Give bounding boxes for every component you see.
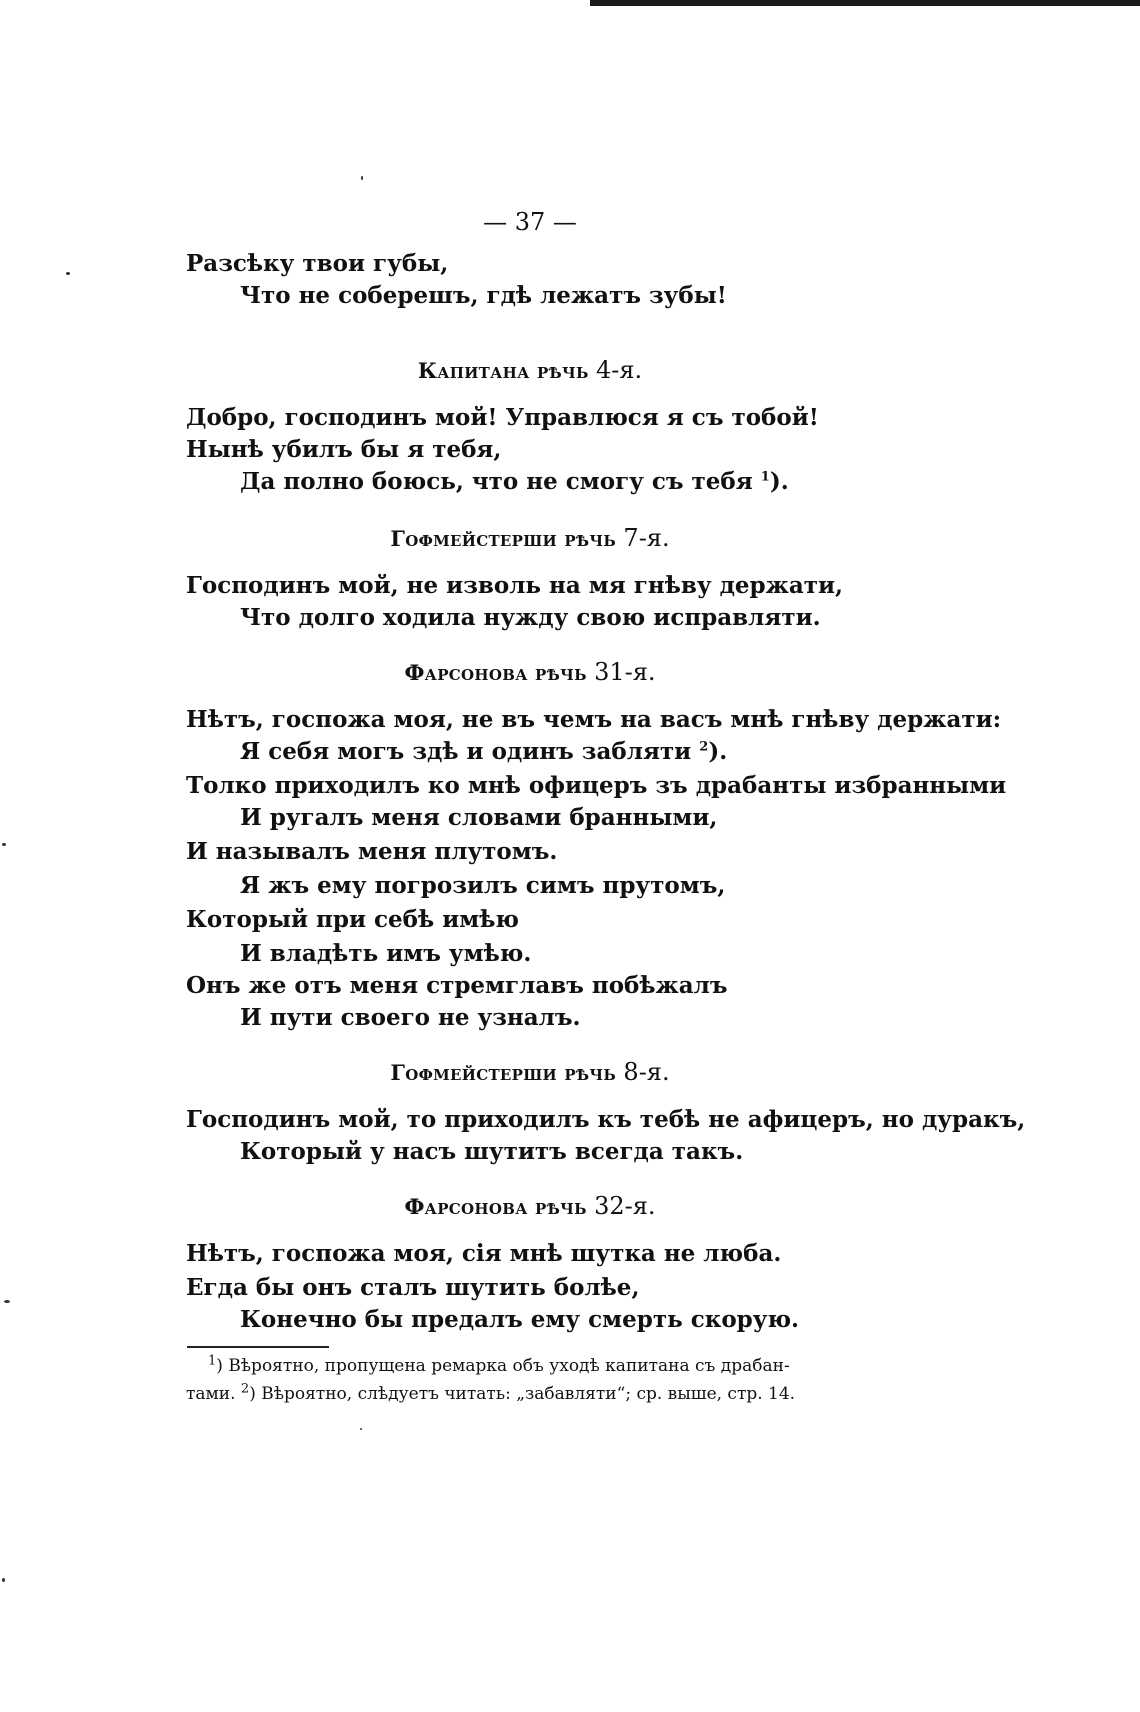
- verse-line: [240, 738, 727, 765]
- speech-word: рѣчь: [536, 358, 589, 383]
- line-tail: ).: [708, 738, 728, 765]
- speech-number: 32-я.: [594, 1192, 656, 1220]
- verse-line: Нѣтъ, госпожа моя, сія мнѣ шутка не люба.: [186, 1240, 782, 1267]
- speaker-name: Фарсонова: [404, 1194, 528, 1219]
- speech-heading: [0, 356, 1060, 384]
- scan-speck: [66, 272, 70, 275]
- verse-line: Что не соберешъ, гдѣ лежатъ зубы!: [240, 282, 727, 309]
- speech-word: рѣчь: [535, 660, 587, 685]
- footnote-text: ) Вѣроятно, пропущена ремарка объ уходѣ капитана съ драбан-: [216, 1356, 790, 1376]
- speech-heading: [0, 524, 1060, 552]
- speech-word: рѣчь: [535, 1194, 587, 1219]
- verse-line: Который при себѣ имѣю: [186, 906, 519, 933]
- verse-line: Господинъ мой, то приходилъ къ тебѣ не афицеръ, но дуракъ,: [186, 1106, 1026, 1133]
- speech-number: 7-я.: [623, 524, 670, 552]
- verse-line: Что долго ходила нужду свою исправляти.: [240, 604, 821, 631]
- footnote-marker: 1: [208, 1353, 217, 1369]
- footnote-text: ) Вѣроятно, слѣдуетъ читать: „забавляти“; ср. выше, стр. 14.: [249, 1384, 796, 1404]
- footnote: [208, 1353, 790, 1376]
- speech-heading: [0, 1192, 1060, 1220]
- verse-line: Онъ же отъ меня стремглавъ побѣжалъ: [186, 972, 728, 999]
- footnote-ref: 1: [760, 469, 770, 485]
- footnote: [186, 1381, 796, 1404]
- line-tail: ).: [769, 468, 789, 495]
- verse-line: Нынѣ убилъ бы я тебя,: [186, 436, 502, 463]
- speech-heading: [0, 658, 1060, 686]
- verse-line: И владѣть имъ умѣю.: [240, 940, 532, 967]
- speaker-name: Гофмейстерши: [390, 526, 558, 551]
- verse-line: Разсѣку твои губы,: [186, 250, 449, 277]
- speaker-name: Фарсонова: [404, 660, 528, 685]
- verse-line: Егда бы онъ сталъ шутить болѣе,: [186, 1274, 640, 1301]
- scan-speck: [2, 1578, 5, 1582]
- footnote-divider: [187, 1346, 329, 1348]
- verse-line: Я жъ ему погрозилъ симъ прутомъ,: [240, 872, 726, 899]
- scan-speck: [2, 843, 6, 846]
- scan-speck: [361, 176, 363, 180]
- verse-line: И пути своего не узналъ.: [240, 1004, 581, 1031]
- top-border-rule: [590, 0, 1140, 6]
- speech-heading: [0, 1058, 1060, 1086]
- speaker-name: Гофмейстерши: [390, 1060, 558, 1085]
- page-number: — 37 —: [483, 208, 577, 236]
- verse-line: Добро, господинъ мой! Управлюся я съ тобой!: [186, 404, 819, 431]
- line-text: Да полно боюсь, что не смогу съ тебя: [240, 468, 753, 495]
- verse-line: Нѣтъ, госпожа моя, не въ чемъ на васъ мнѣ гнѣву держати:: [186, 706, 1002, 733]
- speech-word: рѣчь: [564, 526, 617, 551]
- verse-line: Который у насъ шутитъ всегда такъ.: [240, 1138, 744, 1165]
- speech-number: 8-я.: [623, 1058, 670, 1086]
- scan-speck: [4, 1300, 10, 1303]
- speech-number: 31-я.: [594, 658, 656, 686]
- verse-line: [240, 468, 789, 495]
- scan-speck: [360, 1428, 362, 1430]
- line-text: Я себя могъ здѣ и одинъ забляти: [240, 738, 692, 765]
- verse-line: Толко приходилъ ко мнѣ офицеръ зъ драбанты избранными: [186, 772, 1007, 799]
- speech-number: 4-я.: [596, 356, 643, 384]
- footnote-text: тами.: [186, 1384, 241, 1404]
- footnote-marker: 2: [240, 1381, 250, 1397]
- speaker-name: Капитана: [417, 358, 530, 383]
- verse-line: И ругалъ меня словами бранными,: [240, 804, 718, 831]
- speech-word: рѣчь: [564, 1060, 617, 1085]
- footnote-ref: 2: [699, 739, 709, 755]
- verse-line: Господинъ мой, не изволь на мя гнѣву держати,: [186, 572, 844, 599]
- verse-line: И называлъ меня плутомъ.: [186, 838, 558, 865]
- verse-line: Конечно бы предалъ ему смерть скорую.: [240, 1306, 800, 1333]
